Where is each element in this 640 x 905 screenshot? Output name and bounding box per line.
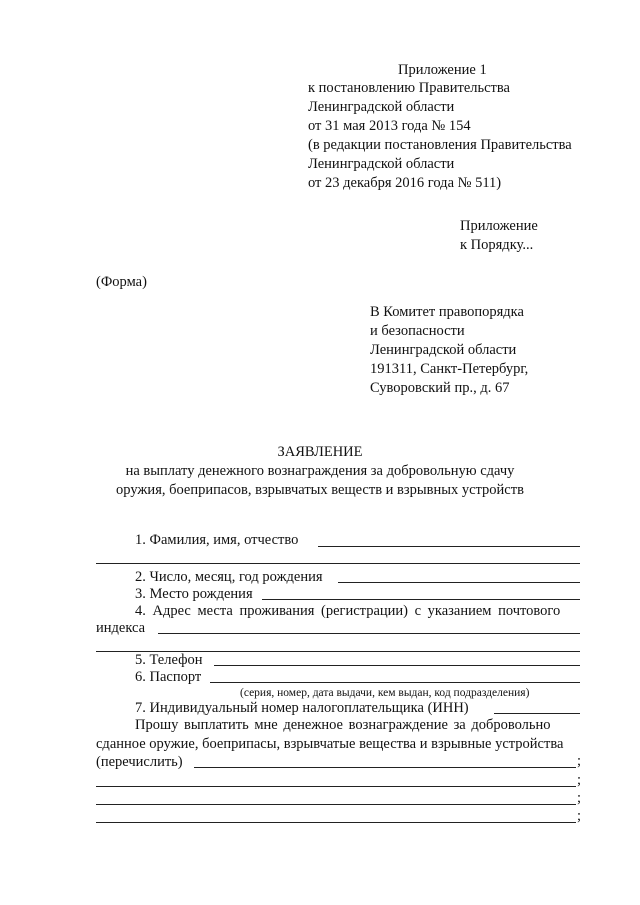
request-list-label: (перечислить) [96,754,183,770]
birthplace-input-line[interactable] [262,599,580,600]
appendix-line: (в редакции постановления Правительства [308,137,572,153]
inn-input-line[interactable] [494,713,580,714]
passport-hint: (серия, номер, дата выдачи, кем выдан, код подразделения) [240,687,530,699]
list-input-line[interactable] [96,822,576,823]
sub-appendix-title: Приложение [460,218,538,234]
list-input-line[interactable] [194,767,576,768]
address-input-line[interactable] [158,633,580,634]
list-semicolon: ; [577,808,582,824]
appendix-line: Ленинградской области [308,99,455,115]
field-label-name: 1. Фамилия, имя, отчество [135,532,299,548]
field-label-inn: 7. Индивидуальный номер налогоплательщика (ИНН) [135,700,469,716]
document-subtitle: оружия, боеприпасов, взрывчатых веществ и взрывных устройств [116,482,524,498]
list-semicolon: ; [577,790,582,806]
sub-appendix-line: к Порядку... [460,237,534,253]
addressee-line: В Комитет правопорядка [370,304,524,320]
appendix-line: к постановлению Правительства [308,80,510,96]
field-label-address: 4. Адрес места проживания (регистрации) с указанием почтового [135,603,561,619]
appendix-line: от 23 декабря 2016 года № 511) [308,175,502,191]
list-semicolon: ; [577,753,582,769]
name-input-line-2[interactable] [96,563,580,564]
form-label: (Форма) [96,274,147,290]
appendix-line: Ленинградской области [308,156,455,172]
request-line: сданное оружие, боеприпасы, взрывчатые вещества и взрывные устройства [96,736,564,752]
field-label-birthplace: 3. Место рождения [135,586,253,602]
name-input-line[interactable] [318,546,580,547]
addressee-line: Ленинградской области [370,342,517,358]
addressee-line: 191311, Санкт-Петербург, [370,361,529,377]
birthdate-input-line[interactable] [338,582,580,583]
document-subtitle: на выплату денежного вознаграждения за добровольную сдачу [125,463,515,479]
appendix-title: Приложение 1 [398,62,487,78]
field-label-birthdate: 2. Число, месяц, год рождения [135,569,323,585]
field-label-address-cont: индекса [96,620,146,636]
field-label-phone: 5. Телефон [135,652,203,668]
list-input-line[interactable] [96,804,576,805]
list-semicolon: ; [577,772,582,788]
document-title: ЗАЯВЛЕНИЕ [277,444,363,460]
appendix-line: от 31 мая 2013 года № 154 [308,118,471,134]
request-line: Прошу выплатить мне денежное вознаграждение за добровольно [135,717,551,733]
addressee-line: Суворовский пр., д. 67 [370,380,510,396]
phone-input-line[interactable] [214,665,580,666]
list-input-line[interactable] [96,786,576,787]
field-label-passport: 6. Паспорт [135,669,202,685]
addressee-line: и безопасности [370,323,465,339]
